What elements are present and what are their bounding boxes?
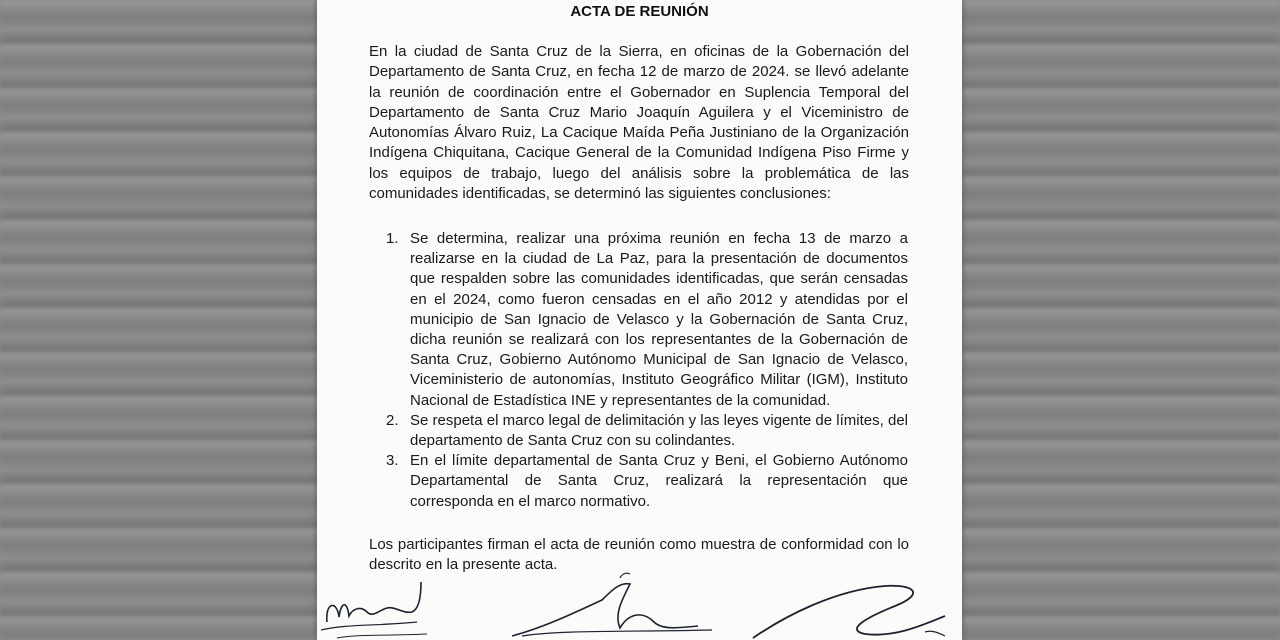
list-item — [380, 451, 908, 512]
list-item-number: 1. — [386, 230, 399, 247]
list-item-text: Se respeta el marco legal de delimitación y las leyes vigente de límites, del departamento de Santa Cruz con su colindantes. — [410, 411, 908, 450]
conclusions-list — [380, 229, 908, 512]
list-item — [380, 411, 908, 451]
intro-paragraph: En la ciudad de Santa Cruz de la Sierra, en oficinas de la Gobernación del Departamento de Santa Cruz, en fecha 12 de marzo de 2024. se llevó adelante la reunión de coordinación entre el Gobernador en Suplencia Temporal del Departamento de Santa Cruz Mario Joaquín Aguilera y el Viceministro de Autonomías Álvaro Ruiz, La Cacique Maída Peña Justiniano de la Organización Indígena Chiquitana, Cacique General de la Comunidad Indígena Piso Firme y los equipos de trabajo, luego del análisis sobre la problemática de las comunidades identificadas, se determinó las siguientes conclusiones: — [369, 43, 909, 203]
list-item-number: 2. — [386, 411, 399, 429]
signature-3 — [745, 576, 955, 640]
list-item-number: 3. — [386, 452, 399, 470]
list-item-text: Se determina, realizar una próxima reunión en fecha 13 de marzo a realizarse en la ciudad de La Paz, para la presentación de documentos que respalden sobre las comunidades identificadas, que serán censadas en el 2024, como fueron censadas en el año 2012 y atendidas por el municipio de San Ignacio de Velasco y la Gobernación de Santa Cruz, dicha reunión se realizará con los representantes de la Gobernación de Santa Cruz, Gobierno Autónomo Municipal de San Ignacio de Velasco, Viceministerio de autonomías, Instituto Geográfico Militar (IGM), Instituto Nacional de Estadística INE y representantes de la comunidad. — [410, 230, 908, 409]
signature-2 — [502, 570, 722, 640]
document-page — [317, 0, 962, 640]
blurred-background-left — [0, 0, 317, 640]
signatures-area — [317, 570, 962, 640]
closing-paragraph: Los participantes firman el acta de reunión como muestra de conformidad con lo descrito en la presente acta. — [369, 536, 909, 574]
signature-1 — [317, 572, 457, 640]
blurred-background-right — [962, 0, 1280, 640]
list-item — [380, 229, 908, 411]
document-title: ACTA DE REUNIÓN — [570, 3, 709, 20]
list-item-text: En el límite departamental de Santa Cruz y Beni, el Gobierno Autónomo Departamental de Santa Cruz, realizará la representación que corresponda en el marco normativo. — [410, 452, 908, 510]
